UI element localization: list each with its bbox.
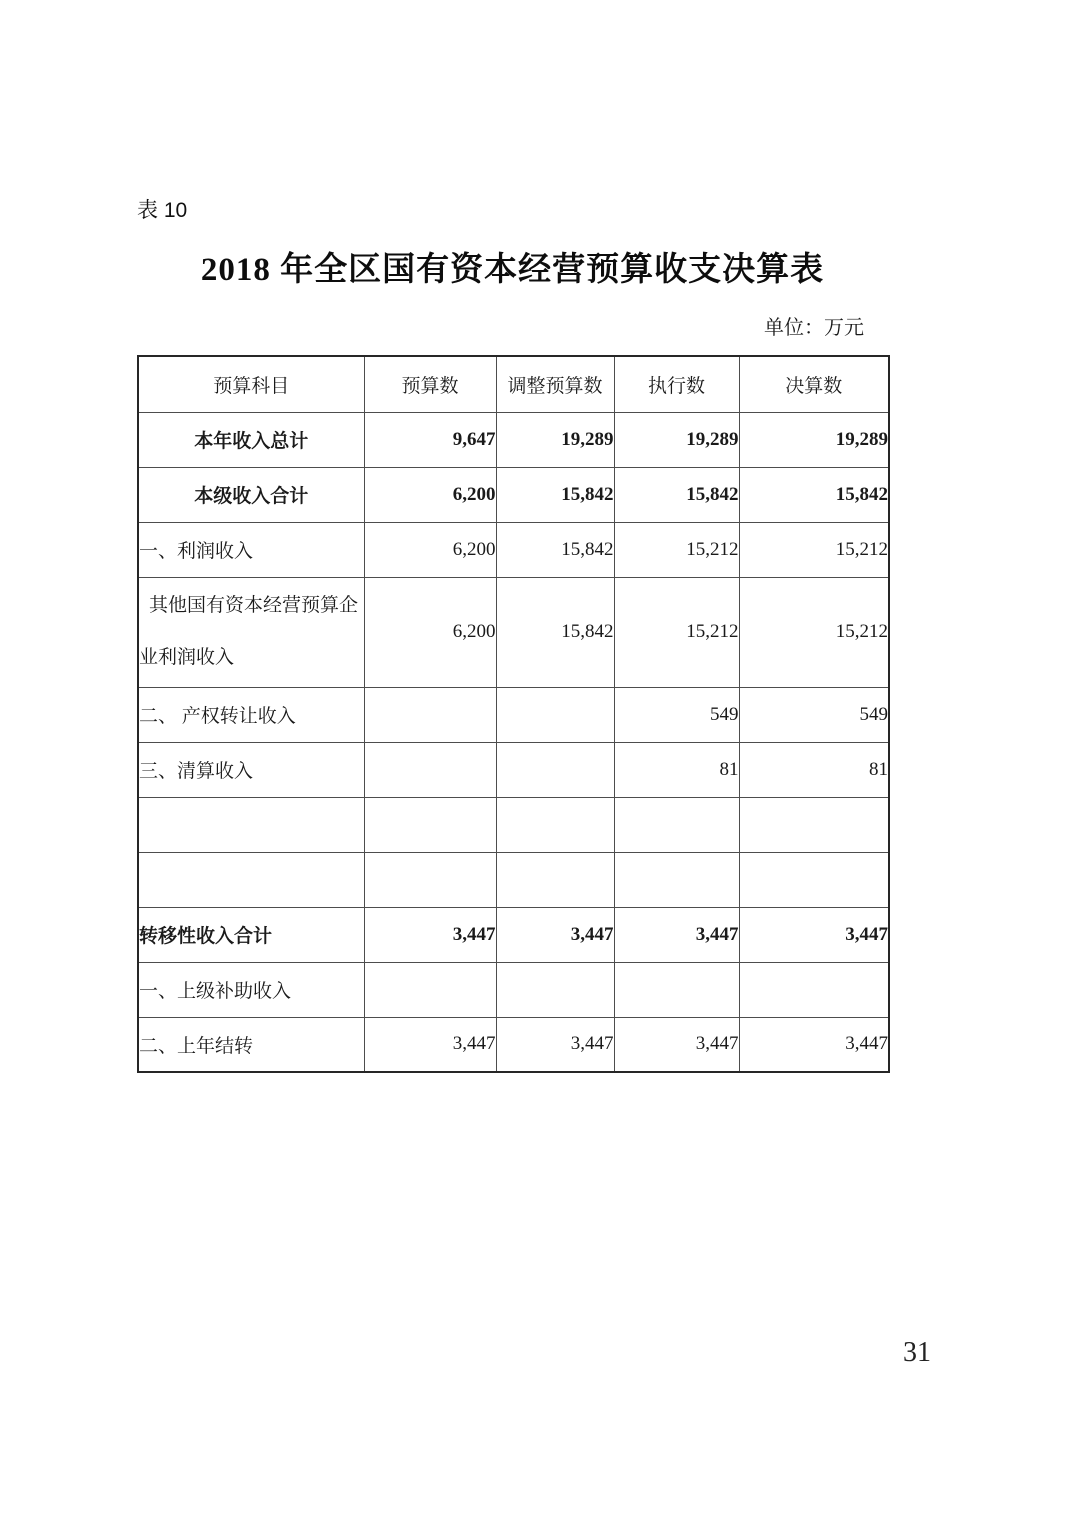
column-header-subject: 预算科目 [138,356,364,412]
value-cell: 9,647 [364,412,496,467]
table-row [138,907,889,962]
unit-note: 单位：万元 [764,317,864,339]
value-cell: 15,842 [614,467,739,522]
value-cell [739,797,889,852]
subject-cell: 二、上年结转 [138,1017,364,1072]
value-cell: 6,200 [364,467,496,522]
column-header-adjusted-budget: 调整预算数 [496,356,614,412]
subject-cell [138,797,364,852]
value-cell [496,852,614,907]
column-header-execution: 执行数 [614,356,739,412]
value-cell [496,962,614,1017]
table-row [138,412,889,467]
table-row [138,467,889,522]
value-cell [364,962,496,1017]
table-row [138,1017,889,1072]
value-cell [739,962,889,1017]
value-cell [614,797,739,852]
value-cell: 15,212 [614,522,739,577]
value-cell [364,852,496,907]
value-cell [364,742,496,797]
page-number: 31 [903,1337,931,1368]
value-cell: 81 [614,742,739,797]
subject-cell: 转移性收入合计 [138,907,364,962]
value-cell [496,797,614,852]
value-cell [614,852,739,907]
subject-cell: 本级收入合计 [138,467,364,522]
value-cell: 6,200 [364,577,496,687]
value-cell: 15,212 [739,577,889,687]
subject-cell: 一、利润收入 [138,522,364,577]
value-cell: 15,842 [496,522,614,577]
column-header-budget: 预算数 [364,356,496,412]
subject-cell: 一、上级补助收入 [138,962,364,1017]
value-cell: 3,447 [614,1017,739,1072]
value-cell: 15,842 [496,467,614,522]
value-cell: 3,447 [496,907,614,962]
table-row [138,687,889,742]
table-row [138,522,889,577]
subject-cell [138,852,364,907]
value-cell: 549 [739,687,889,742]
value-cell: 3,447 [364,1017,496,1072]
table-row [138,797,889,852]
budget-table [137,355,890,1073]
table-row [138,742,889,797]
value-cell: 549 [614,687,739,742]
value-cell: 15,212 [739,522,889,577]
value-cell [364,687,496,742]
value-cell: 15,842 [496,577,614,687]
value-cell: 6,200 [364,522,496,577]
value-cell [614,962,739,1017]
column-header-final-accounts: 决算数 [739,356,889,412]
table-row [138,577,889,687]
value-cell: 19,289 [739,412,889,467]
value-cell: 81 [739,742,889,797]
subject-cell: 三、清算收入 [138,742,364,797]
value-cell: 3,447 [739,1017,889,1072]
value-cell [496,687,614,742]
value-cell: 15,212 [614,577,739,687]
table-row [138,962,889,1017]
table-row [138,852,889,907]
subject-cell: 本年收入总计 [138,412,364,467]
value-cell: 3,447 [364,907,496,962]
subject-cell: 其他国有资本经营预算企业利润收入 [138,577,364,687]
value-cell: 19,289 [614,412,739,467]
value-cell: 15,842 [739,467,889,522]
value-cell: 19,289 [496,412,614,467]
value-cell [739,852,889,907]
value-cell [364,797,496,852]
value-cell: 3,447 [496,1017,614,1072]
page-title: 2018 年全区国有资本经营预算收支决算表 [200,252,825,288]
value-cell: 3,447 [739,907,889,962]
subject-cell: 二、 产权转让收入 [138,687,364,742]
value-cell [496,742,614,797]
table-header-row [138,356,889,412]
table-number-label: 表 10 [137,199,188,222]
value-cell: 3,447 [614,907,739,962]
